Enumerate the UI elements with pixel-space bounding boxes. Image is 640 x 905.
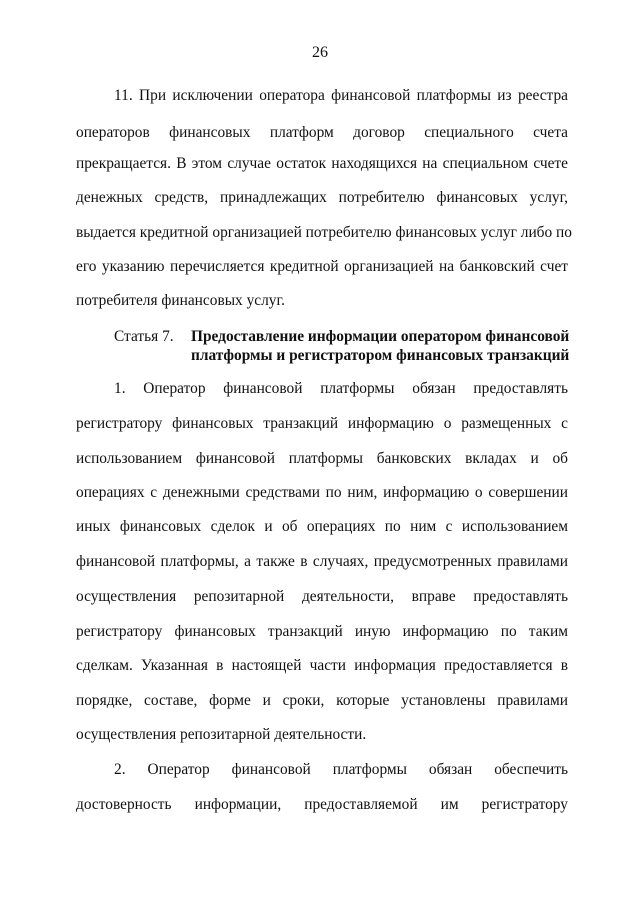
paragraph-1-line-10: порядке, составе, форме и сроки, которые установлены правилами — [76, 692, 568, 709]
paragraph-11-line-5: выдается кредитной организацией потребителю финансовых услуг либо по — [76, 224, 572, 241]
article-label: Статья 7. — [114, 328, 174, 345]
paragraph-1-line-6: финансовой платформы, а также в случаях, предусмотренных правилами — [76, 553, 568, 570]
paragraph-1-line-9: сделкам. Указанная в настоящей части информация предоставляется в — [76, 657, 568, 674]
paragraph-1-line-7: осуществления репозитарной деятельности, вправе предоставлять — [76, 588, 568, 605]
paragraph-11-line-6: его указанию перечисляется кредитной организацией на банковский счет — [76, 258, 568, 275]
paragraph-11-line-3: прекращается. В этом случае остаток находящихся на специальном счете — [76, 155, 568, 172]
paragraph-1-line-8: регистратору финансовых транзакций иную информацию по таким — [76, 623, 568, 640]
paragraph-1-line-5: иных финансовых сделок и об операциях по ним с использованием — [76, 518, 568, 535]
paragraph-11-line-4: денежных средств, принадлежащих потребителю финансовых услуг, — [76, 189, 568, 206]
paragraph-11-line-2: операторов финансовых платформ договор специального счета — [76, 124, 568, 141]
paragraph-1-line-1: 1. Оператор финансовой платформы обязан предоставлять — [114, 380, 568, 397]
page-number: 26 — [312, 44, 328, 61]
paragraph-1-line-2: регистратору финансовых транзакций информацию о размещенных с — [76, 415, 568, 432]
article-title-line-2: платформы и регистратором финансовых транзакций — [191, 347, 570, 364]
article-title-line-1: Предоставление информации оператором финансовой — [191, 328, 570, 345]
paragraph-1-line-4: операциях с денежными средствами по ним, информацию о совершении — [76, 484, 568, 501]
paragraph-2-line-2: достоверность информации, предоставляемой им регистратору — [76, 796, 568, 813]
paragraph-2-line-1: 2. Оператор финансовой платформы обязан обеспечить — [114, 761, 568, 778]
paragraph-1-line-11: осуществления репозитарной деятельности. — [76, 726, 367, 743]
paragraph-1-line-3: использованием финансовой платформы банковских вкладах и об — [76, 450, 568, 467]
paragraph-11-line-1: 11. При исключении оператора финансовой платформы из реестра — [114, 87, 568, 104]
paragraph-11-line-7: потребителя финансовых услуг. — [76, 292, 285, 309]
